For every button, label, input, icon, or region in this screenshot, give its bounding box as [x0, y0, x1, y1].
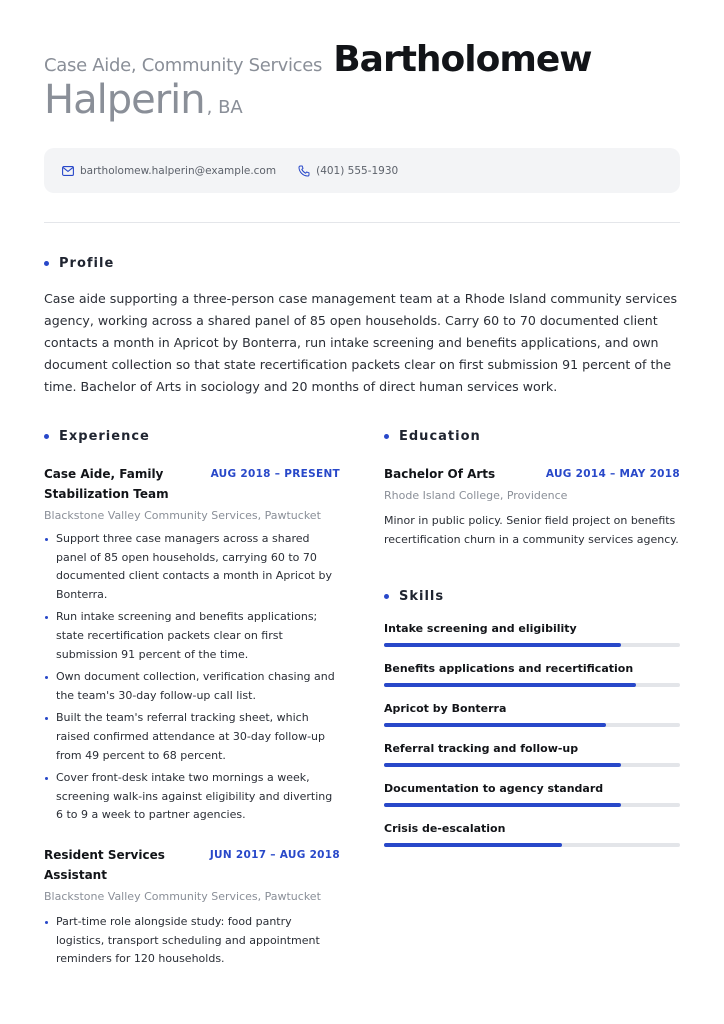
skill-level-fill: [384, 723, 606, 727]
last-name: Halperin: [44, 77, 205, 123]
list-item: Own document collection, verification chasing and the team's 30-day follow-up call list.: [44, 668, 340, 705]
job-bullets: [44, 530, 340, 825]
skill-item: [384, 742, 680, 767]
education-heading-label: Education: [399, 429, 481, 444]
profile-heading: [44, 256, 684, 271]
contact-email[interactable]: [62, 165, 276, 177]
job-dates: JUN 2017 – AUG 2018: [209, 848, 340, 861]
degree-name: Bachelor Of Arts: [384, 467, 496, 481]
skill-level-track: [384, 843, 680, 847]
resume-header: [44, 39, 684, 123]
skill-level-fill: [384, 763, 621, 767]
job-organization: [44, 890, 340, 903]
skills-heading-label: Skills: [399, 589, 445, 605]
org-location: , Pawtucket: [257, 889, 321, 903]
list-item: Part-time role alongside study: food pantry logistics, transport scheduling and appointment reminders for 120 households.: [44, 913, 340, 969]
phone-icon: [298, 165, 310, 177]
education-heading: [384, 429, 680, 444]
education-entry: [384, 464, 680, 549]
job-bullets: [44, 913, 340, 969]
list-item: Run intake screening and benefits applications; state recertification packets clear on first submission 91 percent of the time.: [44, 608, 340, 664]
right-column: [384, 429, 680, 847]
bullet-dot-icon: [384, 594, 389, 599]
skill-name: Benefits applications and recertification: [384, 662, 634, 676]
school-name: Rhode Island College: [384, 489, 500, 502]
skill-name: Referral tracking and follow-up: [384, 742, 579, 756]
job-role: Case Aide, Family Stabilization Team: [44, 467, 169, 501]
mail-icon: [62, 166, 74, 176]
job-role: Resident Services Assistant: [44, 847, 165, 882]
list-item: Built the team's referral tracking sheet, which raised confirmed attendance at 30-day follow-up from 49 percent to 68 percent.: [44, 709, 340, 765]
name-line: [44, 39, 684, 80]
contact-bar: [44, 148, 680, 193]
skill-level-track: [384, 763, 680, 767]
experience-heading: [44, 429, 340, 444]
job-head: [44, 845, 340, 885]
skill-level-fill: [384, 803, 621, 807]
skill-level-track: [384, 643, 680, 647]
job-entry: [44, 845, 340, 969]
phone-text[interactable]: (401) 555-1930: [316, 164, 399, 177]
education-head: [384, 464, 680, 484]
school: [384, 489, 680, 502]
skill-level-track: [384, 723, 680, 727]
skill-level-track: [384, 683, 680, 687]
skill-level-fill: [384, 683, 636, 687]
profile-heading-label: Profile: [59, 256, 115, 271]
profile-text: Case aide supporting a three-person case management team at a Rhode Island community services agency, working across a shared panel of 85 open households. Carry 60 to 70 documented client contacts a month in Apricot by Bonterra, run intake screening and benefits applications, and own document collection so that state recertification packets clear on first submission 91 percent of the time. Bachelor of Arts in sociology and 20 months of direct human services work.: [44, 291, 678, 394]
skill-item: [384, 782, 680, 807]
profile-section: [44, 256, 684, 398]
header-divider: [44, 222, 680, 223]
skill-level-fill: [384, 643, 621, 647]
skills-heading: [384, 589, 680, 604]
job-organization: [44, 509, 340, 522]
skill-item: [384, 822, 680, 847]
skill-name: Documentation to agency standard: [384, 782, 604, 796]
skill-name: Intake screening and eligibility: [384, 622, 577, 636]
last-name-line: [44, 77, 684, 123]
skill-level-fill: [384, 843, 562, 847]
list-item: Support three case managers across a shared panel of 85 open households, carrying 60 to 70 documented client contacts a month in Apricot by Bonterra.: [44, 530, 340, 604]
experience-heading-label: Experience: [59, 429, 150, 444]
skill-level-track: [384, 803, 680, 807]
bullet-dot-icon: [384, 434, 389, 439]
skill-name: Crisis de-escalation: [384, 822, 506, 836]
skill-item: [384, 662, 680, 687]
experience-section: [44, 429, 340, 973]
job-head: [44, 464, 340, 504]
skill-name: Apricot by Bonterra: [384, 702, 507, 716]
contact-phone[interactable]: [298, 165, 398, 177]
first-name: Bartholomew: [333, 39, 592, 80]
skills-list: [384, 622, 680, 847]
job-entry: [44, 464, 340, 825]
org-name: Blackstone Valley Community Services: [44, 889, 258, 903]
education-dates: AUG 2014 – MAY 2018: [545, 468, 680, 480]
bullet-dot-icon: [44, 261, 49, 266]
list-item: Cover front-desk intake two mornings a week, screening walk-ins against eligibility and diverting 6 to 9 a week to partner agencies.: [44, 769, 340, 825]
skills-section: [384, 589, 680, 847]
org-name: Blackstone Valley Community Services: [44, 509, 258, 522]
bullet-dot-icon: [44, 434, 49, 439]
email-text[interactable]: bartholomew.halperin@example.com: [80, 164, 277, 177]
skill-item: [384, 622, 680, 647]
degree-suffix: , BA: [206, 97, 243, 118]
job-dates: AUG 2018 – PRESENT: [210, 468, 340, 480]
school-location: , Providence: [499, 489, 568, 502]
org-location: , Pawtucket: [257, 509, 321, 522]
job-title: Case Aide, Community Services: [44, 55, 323, 76]
education-description: Minor in public policy. Senior field project on benefits recertification churn in a community services agency.: [384, 514, 679, 546]
skill-item: [384, 702, 680, 727]
